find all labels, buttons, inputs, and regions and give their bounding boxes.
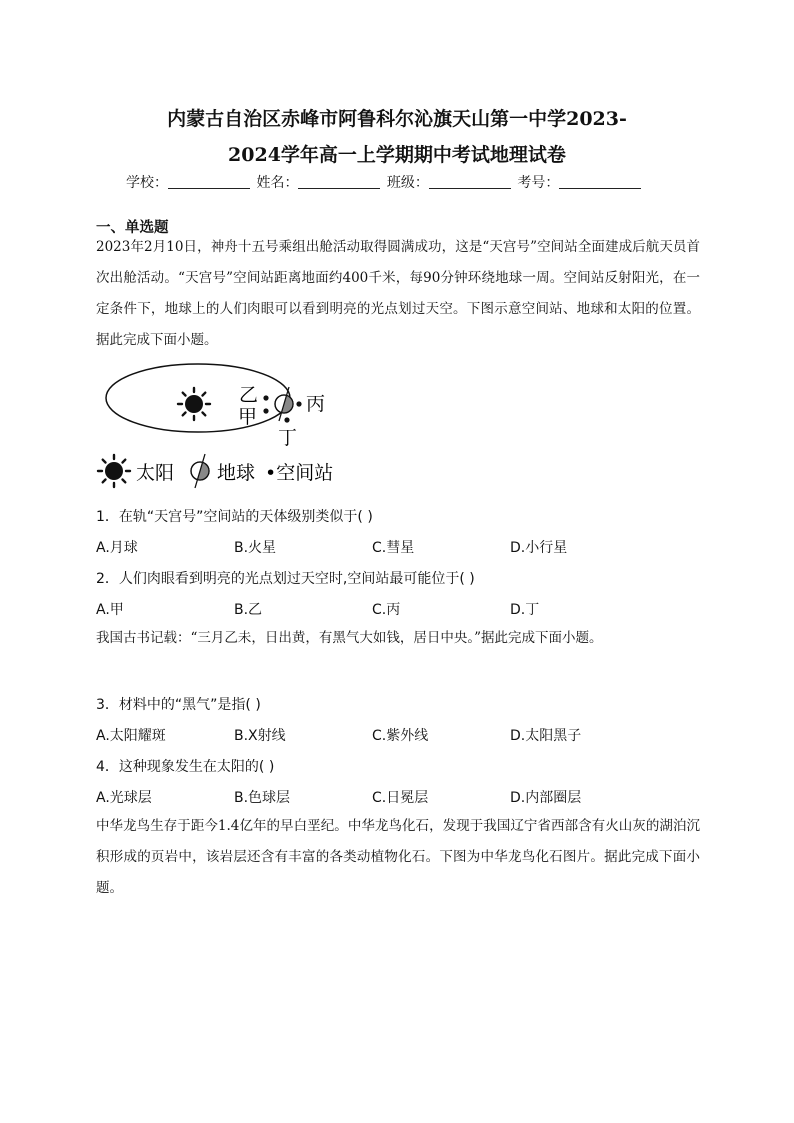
q1-option-a[interactable]: A.月球 bbox=[96, 540, 138, 556]
passage-sinosauropteryx: 中华龙鸟生存于距今1.4亿年的早白垩纪。中华龙鸟化石，发现于我国辽宁省西部含有火山灰的湖泊沉积形成的页岩中，该岩层还含有丰富的各类动植物化石。下图为中华龙鸟化石图片。据此完成下面小题。 bbox=[96, 818, 700, 896]
q2-option-c[interactable]: C.丙 bbox=[372, 602, 401, 618]
question-4-stem: 4．这种现象发生在太阳的( ) bbox=[96, 759, 275, 775]
orbit-figure bbox=[96, 358, 356, 490]
station-dot-ding bbox=[284, 417, 289, 422]
name-label: 姓名： bbox=[256, 175, 299, 191]
q1-option-c[interactable]: C.彗星 bbox=[372, 540, 415, 556]
section-title: 一、单选题 bbox=[96, 220, 169, 236]
question-1-stem: 1．在轨“天宫号”空间站的天体级别类似于( ) bbox=[96, 509, 373, 525]
label-bing: 丙 bbox=[306, 393, 326, 415]
label-yi: 乙 bbox=[239, 384, 259, 406]
label-jia: 甲 bbox=[238, 406, 258, 428]
legend-sun-icon bbox=[98, 455, 130, 487]
station-dot-bing bbox=[296, 401, 301, 406]
legend-earth-icon bbox=[191, 454, 209, 488]
legend-sun-label: 太阳 bbox=[136, 462, 175, 484]
name-blank[interactable] bbox=[298, 174, 380, 189]
label-ding: 丁 bbox=[278, 427, 298, 449]
passage-ancient-record: 我国古书记载：“三月乙未，日出黄，有黑气大如钱，居日中央。”据此完成下面小题。 bbox=[96, 630, 603, 646]
school-label: 学校： bbox=[126, 175, 168, 191]
q4-option-a[interactable]: A.光球层 bbox=[96, 790, 152, 806]
exam-number-label: 考号： bbox=[517, 175, 560, 191]
exam-title-line1: 内蒙古自治区赤峰市阿鲁科尔沁旗天山第一中学2023- bbox=[167, 108, 627, 130]
student-info-row bbox=[126, 172, 643, 192]
station-dot-yi bbox=[263, 395, 268, 400]
q4-option-c[interactable]: C.日冕层 bbox=[372, 790, 429, 806]
question-3-stem: 3．材料中的“黑气”是指( ) bbox=[96, 697, 261, 713]
q3-option-b[interactable]: B.X射线 bbox=[234, 728, 286, 744]
q4-option-b[interactable]: B.色球层 bbox=[234, 790, 291, 806]
q2-option-b[interactable]: B.乙 bbox=[234, 602, 263, 618]
q3-option-d[interactable]: D.太阳黑子 bbox=[510, 728, 582, 744]
q1-option-b[interactable]: B.火星 bbox=[234, 540, 277, 556]
q2-option-a[interactable]: A.甲 bbox=[96, 602, 124, 618]
station-dot-jia bbox=[263, 408, 268, 413]
legend-station-label: •空间站 bbox=[265, 462, 334, 484]
q1-option-d[interactable]: D.小行星 bbox=[510, 540, 568, 556]
q4-option-d[interactable]: D.内部圈层 bbox=[510, 790, 582, 806]
q2-option-d[interactable]: D.丁 bbox=[510, 602, 540, 618]
question-2-stem: 2．人们肉眼看到明亮的光点划过天空时,空间站最可能位于( ) bbox=[96, 571, 475, 587]
school-blank[interactable] bbox=[168, 174, 250, 189]
q3-option-c[interactable]: C.紫外线 bbox=[372, 728, 429, 744]
exam-title-line2: 2024学年高一上学期期中考试地理试卷 bbox=[228, 144, 566, 166]
legend-earth-label: 地球 bbox=[217, 462, 256, 484]
sun-icon bbox=[178, 388, 210, 420]
q3-option-a[interactable]: A.太阳耀斑 bbox=[96, 728, 166, 744]
class-label: 班级： bbox=[386, 175, 429, 191]
class-blank[interactable] bbox=[429, 174, 511, 189]
exam-number-blank[interactable] bbox=[559, 174, 641, 189]
passage-space-station: 2023年2月10日，神舟十五号乘组出舱活动取得圆满成功，这是“天宫号”空间站全面建成后航天员首次出舱活动。“天宫号”空间站距离地面约400千米，每90分钟环绕地球一周。空间站反射阳光，在一定条件下，地球上的人们肉眼可以看到明亮的光点划过天空。下图示意空间站、地球和太阳的位置。据此完成下面小题。 bbox=[96, 239, 700, 348]
